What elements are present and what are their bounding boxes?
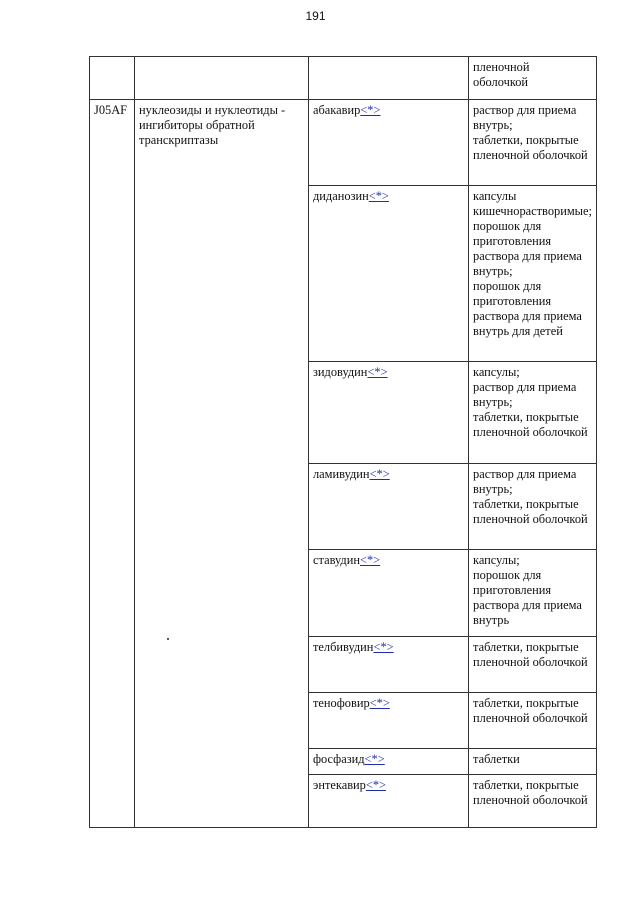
dosage-form-line: таблетки, покрытые пленочной оболочкой <box>473 640 588 669</box>
atc-code-cell: J05AF <box>90 100 135 828</box>
dosage-form-line: капсулы; <box>473 553 520 567</box>
footnote-link[interactable]: <*> <box>369 467 390 481</box>
dosage-form-cell <box>469 362 597 464</box>
dosage-form-cell <box>469 100 597 186</box>
dosage-form-line: порошок для приготовления раствора для приема внутрь для детей <box>473 279 582 338</box>
dosage-form-line: таблетки, покрытые пленочной оболочкой <box>473 497 588 526</box>
drug-name-cell <box>309 749 469 775</box>
dosage-form-cell <box>469 637 597 693</box>
dosage-form-cell <box>469 693 597 749</box>
drug-table <box>89 56 597 828</box>
dosage-form-line: оболочкой <box>473 75 529 89</box>
dosage-form-line: таблетки <box>473 752 520 766</box>
drug-name: диданозин <box>313 189 369 203</box>
dosage-form-cell <box>469 57 597 100</box>
footnote-link[interactable]: <*> <box>359 553 381 567</box>
drug-name: ламивудин <box>313 467 370 481</box>
stray-mark <box>167 638 169 640</box>
footnote-link[interactable]: <*> <box>368 189 389 203</box>
dosage-form-line: таблетки, покрытые пленочной оболочкой <box>473 778 588 807</box>
dosage-form-cell <box>469 775 597 828</box>
dosage-form-line: таблетки, покрытые пленочной оболочкой <box>473 696 588 725</box>
dosage-form-line: раствор для приема внутрь; <box>473 380 577 409</box>
dosage-form-line: порошок для приготовления раствора для приема внутрь <box>473 568 582 627</box>
table-row-drug <box>90 100 597 186</box>
drug-name-cell <box>309 693 469 749</box>
drug-name: фосфазид <box>313 752 365 766</box>
dosage-form-line: раствор для приема внутрь; <box>473 467 577 496</box>
drug-name: зидовудин <box>313 365 368 379</box>
footnote-link[interactable]: <*> <box>373 640 394 654</box>
page-number: 191 <box>305 9 326 23</box>
table-row-continuation <box>90 57 597 100</box>
footnote-link[interactable]: <*> <box>367 365 388 379</box>
drug-name-cell <box>309 100 469 186</box>
footnote-link[interactable]: <*> <box>369 696 390 710</box>
group-name-cell: нуклеозиды и нуклеотиды - ингибиторы обратной транскриптазы <box>135 100 309 828</box>
dosage-form-line: пленочной <box>473 60 530 74</box>
drug-name: телбивудин <box>313 640 374 654</box>
drug-name: ставудин <box>313 553 360 567</box>
dosage-form-line: таблетки, покрытые пленочной оболочкой <box>473 410 588 439</box>
footnote-link[interactable]: <*> <box>360 103 381 117</box>
drug-name-cell <box>309 637 469 693</box>
drug-name-cell <box>309 464 469 550</box>
group-name-cell <box>135 57 309 100</box>
drug-name-cell <box>309 186 469 362</box>
dosage-form-line: таблетки, покрытые пленочной оболочкой <box>473 133 588 162</box>
drug-name: тенофовир <box>313 696 370 710</box>
drug-name-cell <box>309 775 469 828</box>
footnote-link[interactable]: <*> <box>364 752 385 766</box>
dosage-form-cell <box>469 186 597 362</box>
dosage-form-line: раствор для приема внутрь; <box>473 103 577 132</box>
drug-name-cell <box>309 550 469 637</box>
drug-name: энтекавир <box>313 778 366 792</box>
dosage-form-cell <box>469 464 597 550</box>
drug-name: абакавир <box>313 103 361 117</box>
dosage-form-cell <box>469 749 597 775</box>
drug-name-cell <box>309 57 469 100</box>
footnote-link[interactable]: <*> <box>365 778 387 792</box>
dosage-form-line: порошок для приготовления раствора для приема внутрь; <box>473 219 582 278</box>
code-cell <box>90 57 135 100</box>
dosage-form-line: капсулы кишечнорастворимые; <box>473 189 592 218</box>
dosage-form-line: капсулы; <box>473 365 520 379</box>
dosage-form-cell <box>469 550 597 637</box>
drug-name-cell <box>309 362 469 464</box>
